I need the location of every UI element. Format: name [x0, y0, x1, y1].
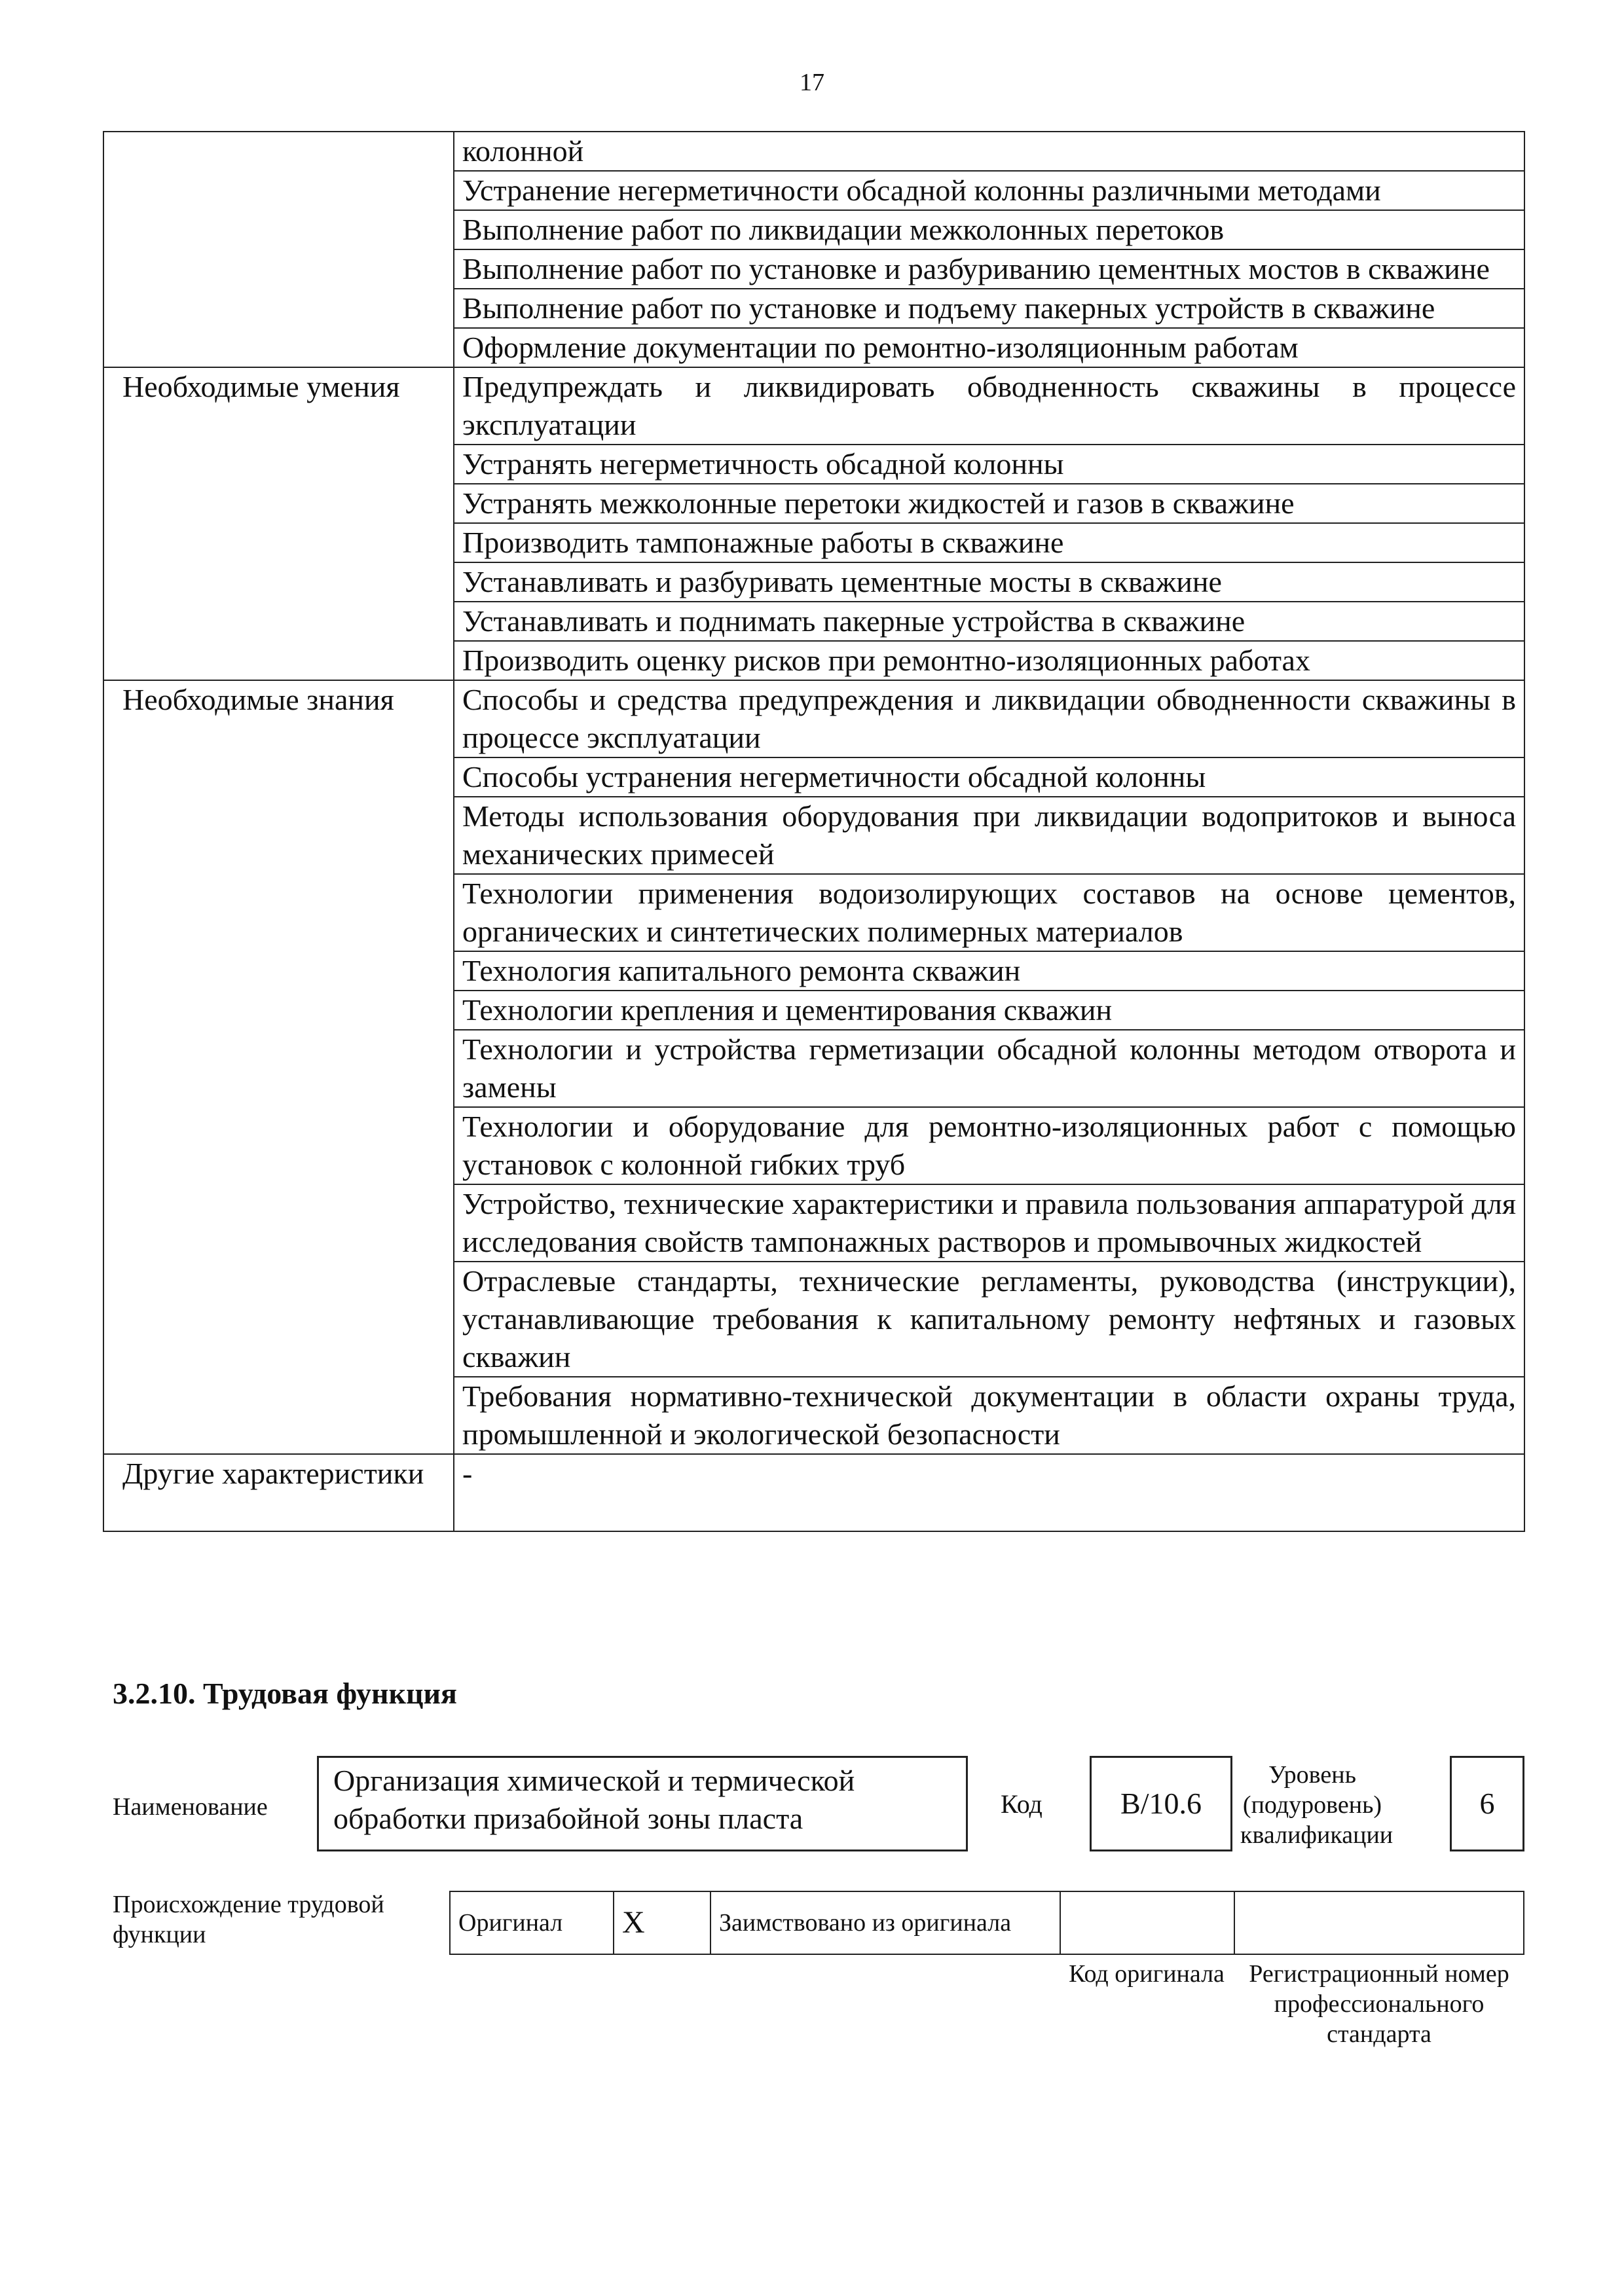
row-item: Предупреждать и ликвидировать обводненность скважины в процессе эксплуатации — [454, 367, 1524, 445]
row-item: Выполнение работ по ликвидации межколонных перетоков — [454, 210, 1524, 249]
row-item: колонной — [454, 132, 1524, 171]
borrowed-label: Заимствовано из оригинала — [710, 1891, 1060, 1954]
section-title: 3.2.10. Трудовая функция — [113, 1677, 457, 1710]
row-item: Выполнение работ по установке и подъему пакерных устройств в скважине — [454, 289, 1524, 328]
row-item: Технология капитального ремонта скважин — [454, 951, 1524, 991]
row-item: Требования нормативно-технической документации в области охраны труда, промышленной и экологической безопасности — [454, 1377, 1524, 1454]
row-item: Устранять негерметичность обсадной колонны — [454, 445, 1524, 484]
row-item: Устанавливать и разбуривать цементные мосты в скважине — [454, 562, 1524, 602]
row-item: Устанавливать и поднимать пакерные устройства в скважине — [454, 602, 1524, 641]
row-item: Устройство, технические характеристики и правила пользования аппаратурой для исследования свойств тампонажных растворов и промывочных жидкостей — [454, 1184, 1524, 1262]
function-name-box — [317, 1756, 968, 1851]
row-item: Технологии применения водоизолирующих составов на основе цементов, органических и синтетических полимерных материалов — [454, 874, 1524, 951]
row-item: Производить тампонажные работы в скважине — [454, 523, 1524, 562]
reg-number-caption: Регистрационный номер профессионального стандарта — [1249, 1960, 1509, 2048]
row-label — [103, 132, 454, 367]
row-item: Оформление документации по ремонтно-изоляционным работам — [454, 328, 1524, 367]
code-label: Код — [1001, 1789, 1043, 1819]
row-item: Устранение негерметичности обсадной колонны различными методами — [454, 171, 1524, 210]
row-item: Выполнение работ по установке и разбуриванию цементных мостов в скважине — [454, 249, 1524, 289]
row-label: Необходимые умения — [103, 367, 454, 680]
name-label: Наименование — [113, 1793, 268, 1821]
row-item: Устранять межколонные перетоки жидкостей и газов в скважине — [454, 484, 1524, 523]
table-row — [103, 1454, 1524, 1531]
origin-table — [449, 1891, 1524, 1955]
row-item: Способы устранения негерметичности обсадной колонны — [454, 757, 1524, 797]
row-item: Способы и средства предупреждения и ликвидации обводненности скважины в процессе эксплуатации — [454, 680, 1524, 757]
row-item: Производить оценку рисков при ремонтно-изоляционных работах — [454, 641, 1524, 680]
row-item: Технологии и устройства герметизации обсадной колонны методом отворота и замены — [454, 1030, 1524, 1107]
row-item: Методы использования оборудования при ликвидации водопритоков и выноса механических примесей — [454, 797, 1524, 874]
level-label: Уровень (подуровень) квалификации — [1240, 1761, 1393, 1849]
row-item: - — [454, 1454, 1524, 1531]
row-label: Другие характеристики — [103, 1454, 454, 1531]
reg-number-cell — [1234, 1891, 1524, 1954]
table-row — [103, 132, 1524, 171]
row-label: Необходимые знания — [103, 680, 454, 1454]
table-row — [103, 680, 1524, 757]
row-item: Технологии и оборудование для ремонтно-изоляционных работ с помощью установок с колонной гибких труб — [454, 1107, 1524, 1184]
code-value: B/10.6 — [1090, 1756, 1232, 1851]
original-mark: X — [614, 1891, 710, 1954]
origin-label: Происхождение трудовой функции — [113, 1891, 384, 1948]
original-label: Оригинал — [450, 1891, 614, 1954]
row-item: Технологии крепления и цементирования скважин — [454, 991, 1524, 1030]
competency-table — [103, 131, 1525, 1532]
page-number: 17 — [800, 69, 824, 96]
function-name-value: Организация химической и термической обработки призабойной зоны пласта — [333, 1764, 855, 1835]
code-original-cell — [1060, 1891, 1234, 1954]
table-row — [103, 367, 1524, 445]
code-original-caption: Код оригинала — [1069, 1960, 1225, 1988]
level-value: 6 — [1450, 1756, 1524, 1851]
row-item: Отраслевые стандарты, технические регламенты, руководства (инструкции), устанавливающие требования к капитальному ремонту нефтяных и газовых скважин — [454, 1262, 1524, 1377]
